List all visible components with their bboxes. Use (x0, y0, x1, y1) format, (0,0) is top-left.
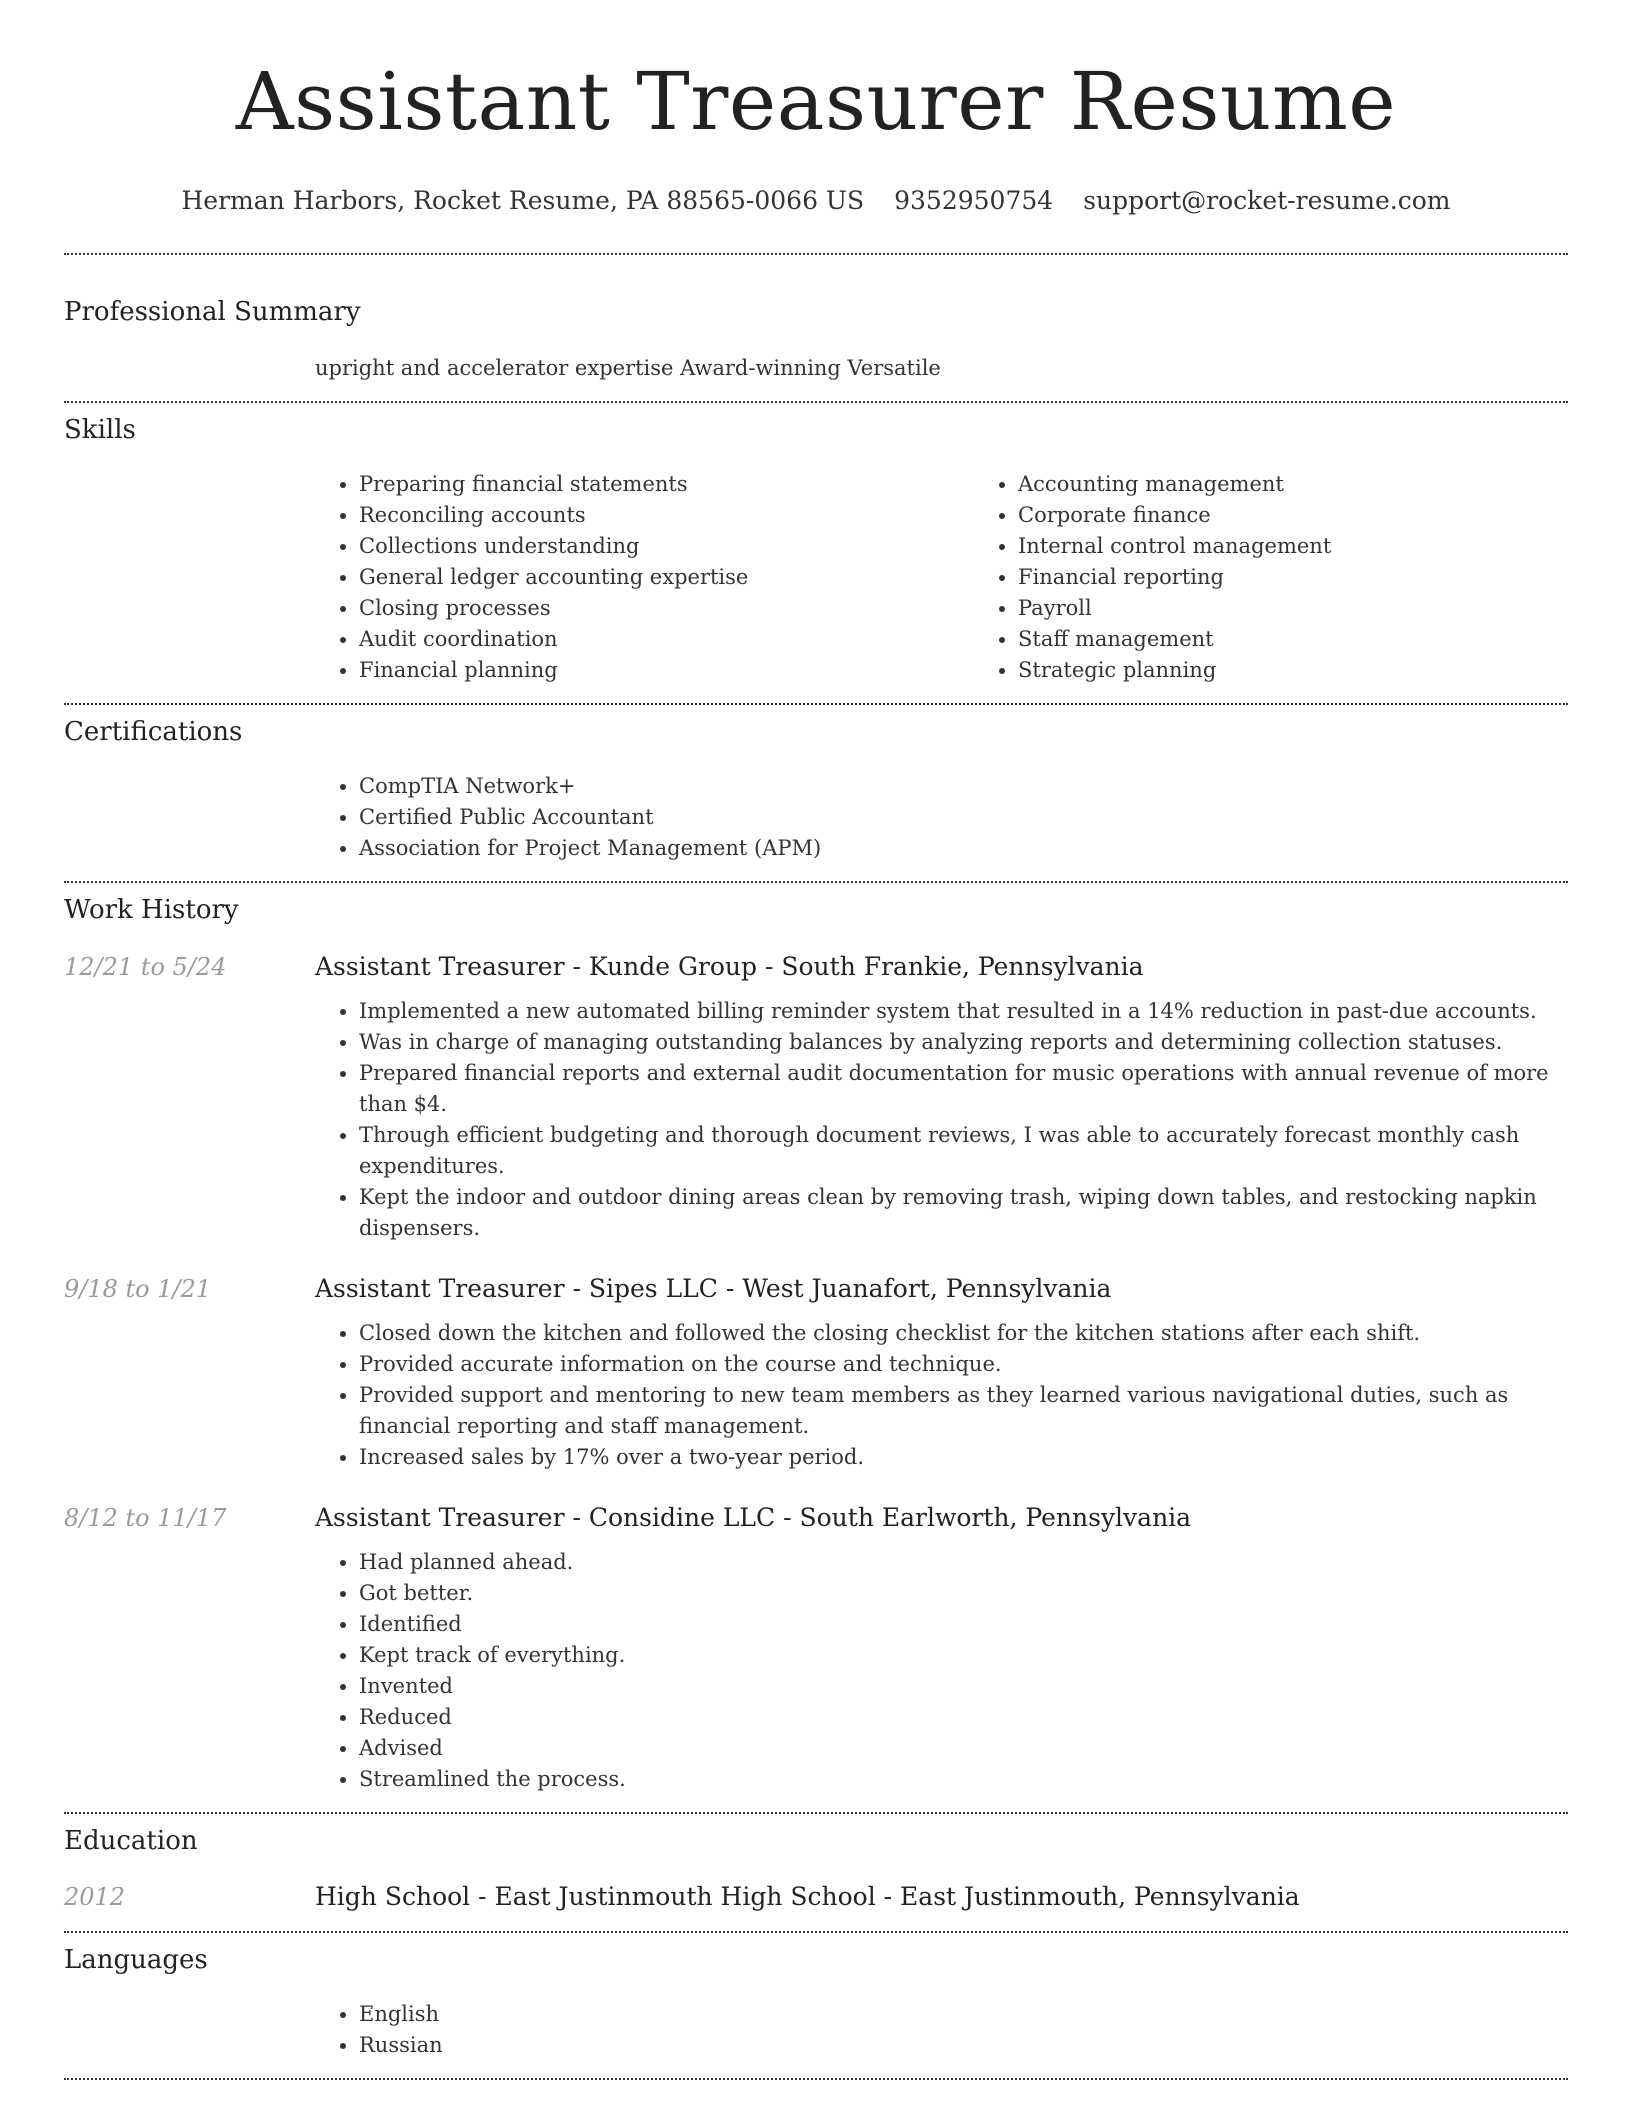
skills-list-col2 (974, 469, 1632, 686)
job-entry (64, 1272, 1568, 1473)
divider (64, 401, 1568, 403)
certification-item: • Certified Public Accountant (359, 802, 1568, 833)
languages-row (64, 1999, 1568, 2061)
job-bullet: • Provided accurate information on the course and technique. (359, 1349, 1568, 1380)
resume-title: Assistant Treasurer Resume (235, 55, 1397, 148)
skill-item: • Internal control management (1018, 531, 1632, 562)
summary-text: upright and accelerator expertise Award-winning Versatile (315, 356, 941, 380)
contact-phone: 9352950754 (894, 186, 1054, 215)
job-bullet: • Closed down the kitchen and followed the closing checklist for the kitchen stations after each shift. (359, 1318, 1568, 1349)
job-bullets (315, 996, 1568, 1244)
job-entry (64, 1501, 1568, 1795)
job-bullet: • Kept track of everything. (359, 1640, 1568, 1671)
job-title: Assistant Treasurer - Kunde Group - South Frankie, Pennsylvania (315, 952, 1144, 981)
language-item: • English (359, 1999, 1568, 2030)
languages-left (64, 1999, 315, 2061)
job-bullet: • Was in charge of managing outstanding balances by analyzing reports and determining collection statuses. (359, 1027, 1568, 1058)
job-bullet: • Reduced (359, 1702, 1568, 1733)
skill-item: • Staff management (1018, 624, 1632, 655)
languages-body (315, 1999, 1568, 2061)
job-bullets (315, 1547, 1568, 1795)
job-bullet: • Streamlined the process. (359, 1764, 1568, 1795)
job-dates: 8/12 to 11/17 (64, 1504, 227, 1532)
skill-item: • Corporate finance (1018, 500, 1632, 531)
job-body (315, 950, 1568, 1244)
divider (64, 253, 1568, 255)
education-row (64, 1880, 1568, 1914)
certification-item: • Association for Project Management (APM) (359, 833, 1568, 864)
job-title: Assistant Treasurer - Sipes LLC - West Juanafort, Pennsylvania (315, 1274, 1112, 1303)
certifications-list (315, 771, 1568, 864)
divider (64, 2078, 1568, 2080)
job-bullets (315, 1318, 1568, 1473)
job-body (315, 1501, 1568, 1795)
skills-row (64, 469, 1568, 686)
certifications-heading: Certifications (64, 717, 243, 747)
skill-item: • Reconciling accounts (359, 500, 974, 531)
certification-item: • CompTIA Network+ (359, 771, 1568, 802)
education-body (315, 1880, 1568, 1914)
skills-heading: Skills (64, 415, 136, 445)
job-dates: 9/18 to 1/21 (64, 1275, 212, 1303)
contact-email: support@rocket-resume.com (1083, 186, 1451, 215)
job-bullet: • Provided support and mentoring to new team members as they learned various navigational duties, such as financial reporting and staff management. (359, 1380, 1568, 1442)
education-year: 2012 (64, 1883, 126, 1911)
divider (64, 881, 1568, 883)
job-bullet: • Had planned ahead. (359, 1547, 1568, 1578)
job-bullet: • Kept the indoor and outdoor dining areas clean by removing trash, wiping down tables, and restocking napkin dispensers. (359, 1182, 1568, 1244)
skills-left (64, 469, 315, 686)
languages-list (315, 1999, 1568, 2061)
skill-item: • Financial reporting (1018, 562, 1632, 593)
skill-item: • Accounting management (1018, 469, 1632, 500)
skill-item: • Collections understanding (359, 531, 974, 562)
skill-item: • Financial planning (359, 655, 974, 686)
education-entry: High School - East Justinmouth High School - East Justinmouth, Pennsylvania (315, 1882, 1300, 1911)
job-entry (64, 950, 1568, 1244)
job-body (315, 1272, 1568, 1473)
divider (64, 1931, 1568, 1933)
job-title: Assistant Treasurer - Considine LLC - South Earlworth, Pennsylvania (315, 1503, 1192, 1532)
skill-item: • General ledger accounting expertise (359, 562, 974, 593)
summary-left (64, 353, 315, 384)
job-bullet: • Invented (359, 1671, 1568, 1702)
skills-columns (315, 469, 1632, 686)
skill-item: • Payroll (1018, 593, 1632, 624)
job-bullet: • Prepared financial reports and external audit documentation for music operations with annual revenue of more than $4. (359, 1058, 1568, 1120)
contact-line (64, 184, 1568, 218)
education-heading: Education (64, 1826, 198, 1856)
skill-item: • Strategic planning (1018, 655, 1632, 686)
job-bullet: • Through efficient budgeting and thorough document reviews, I was able to accurately forecast monthly cash expenditures. (359, 1120, 1568, 1182)
languages-heading: Languages (64, 1945, 208, 1975)
job-bullet: • Got better. (359, 1578, 1568, 1609)
certifications-body (315, 771, 1568, 864)
job-bullet: • Increased sales by 17% over a two-year period. (359, 1442, 1568, 1473)
job-bullet: • Identified (359, 1609, 1568, 1640)
divider (64, 1812, 1568, 1814)
language-item: • Russian (359, 2030, 1568, 2061)
certifications-row (64, 771, 1568, 864)
skill-item: • Audit coordination (359, 624, 974, 655)
skills-list-col1 (315, 469, 974, 686)
job-dates: 12/21 to 5/24 (64, 953, 227, 981)
work-heading: Work History (64, 895, 239, 925)
summary-heading: Professional Summary (64, 297, 361, 327)
certifications-left (64, 771, 315, 864)
summary-row (64, 353, 1568, 384)
job-bullet: • Advised (359, 1733, 1568, 1764)
divider (64, 703, 1568, 705)
job-bullet: • Implemented a new automated billing reminder system that resulted in a 14% reduction in past-due accounts. (359, 996, 1568, 1027)
skill-item: • Preparing financial statements (359, 469, 974, 500)
contact-address: Herman Harbors, Rocket Resume, PA 88565-0066 US (181, 186, 865, 215)
skill-item: • Closing processes (359, 593, 974, 624)
